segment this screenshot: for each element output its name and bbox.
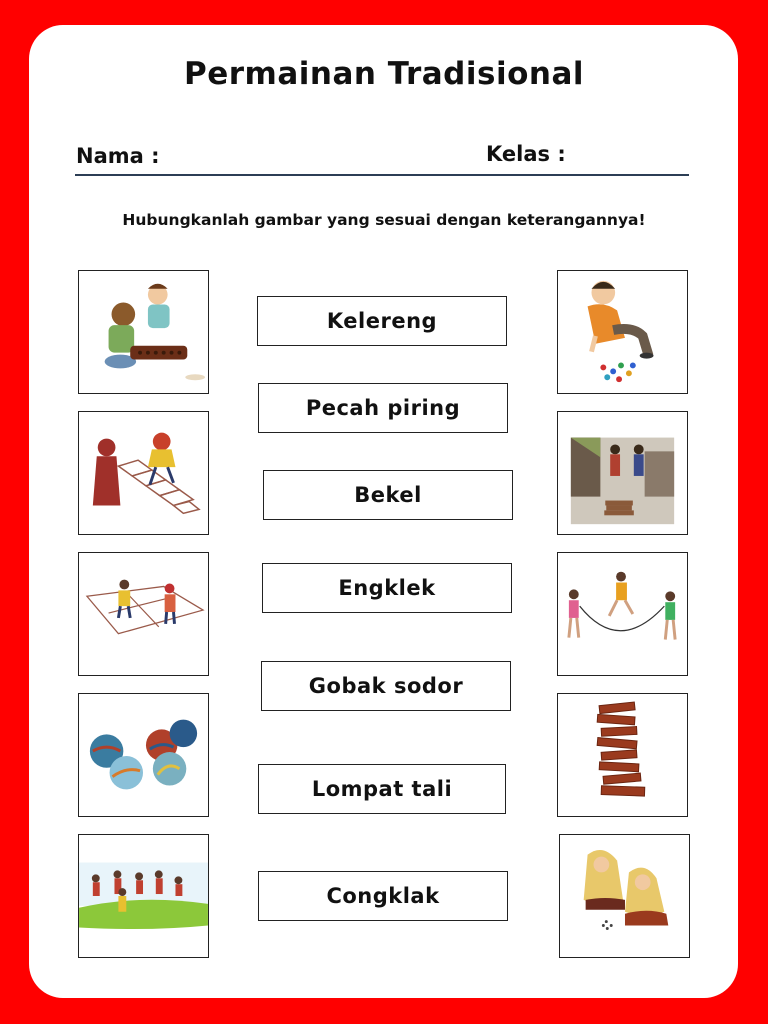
hopscotch-girls-icon[interactable] <box>78 411 209 535</box>
page-title: Permainan Tradisional <box>184 56 584 92</box>
stacked-tiles-photo-icon[interactable] <box>557 411 688 535</box>
word-box-pecah-piring[interactable]: Pecah piring <box>258 383 508 433</box>
instruction-text: Hubungkanlah gambar yang sesuai dengan keterangannya! <box>122 211 646 229</box>
marbles-icon[interactable] <box>78 693 209 817</box>
word-box-kelereng[interactable]: Kelereng <box>257 296 507 346</box>
tile-stack-icon[interactable] <box>557 693 688 817</box>
header-underline <box>75 174 689 176</box>
jump-rope-icon[interactable] <box>557 552 688 676</box>
gobak-sodor-field-icon[interactable] <box>78 552 209 676</box>
congklak-board-icon[interactable] <box>78 270 209 394</box>
word-box-bekel[interactable]: Bekel <box>263 470 513 520</box>
boy-playing-marbles-icon[interactable] <box>557 270 688 394</box>
girls-playing-bekel-icon[interactable] <box>559 834 690 958</box>
name-label: Nama : <box>76 144 160 168</box>
word-box-engklek[interactable]: Engklek <box>262 563 512 613</box>
class-label: Kelas : <box>486 142 566 166</box>
running-kids-icon[interactable] <box>78 834 209 958</box>
word-box-lompat-tali[interactable]: Lompat tali <box>258 764 506 814</box>
word-box-congklak[interactable]: Congklak <box>258 871 508 921</box>
word-box-gobak-sodor[interactable]: Gobak sodor <box>261 661 511 711</box>
